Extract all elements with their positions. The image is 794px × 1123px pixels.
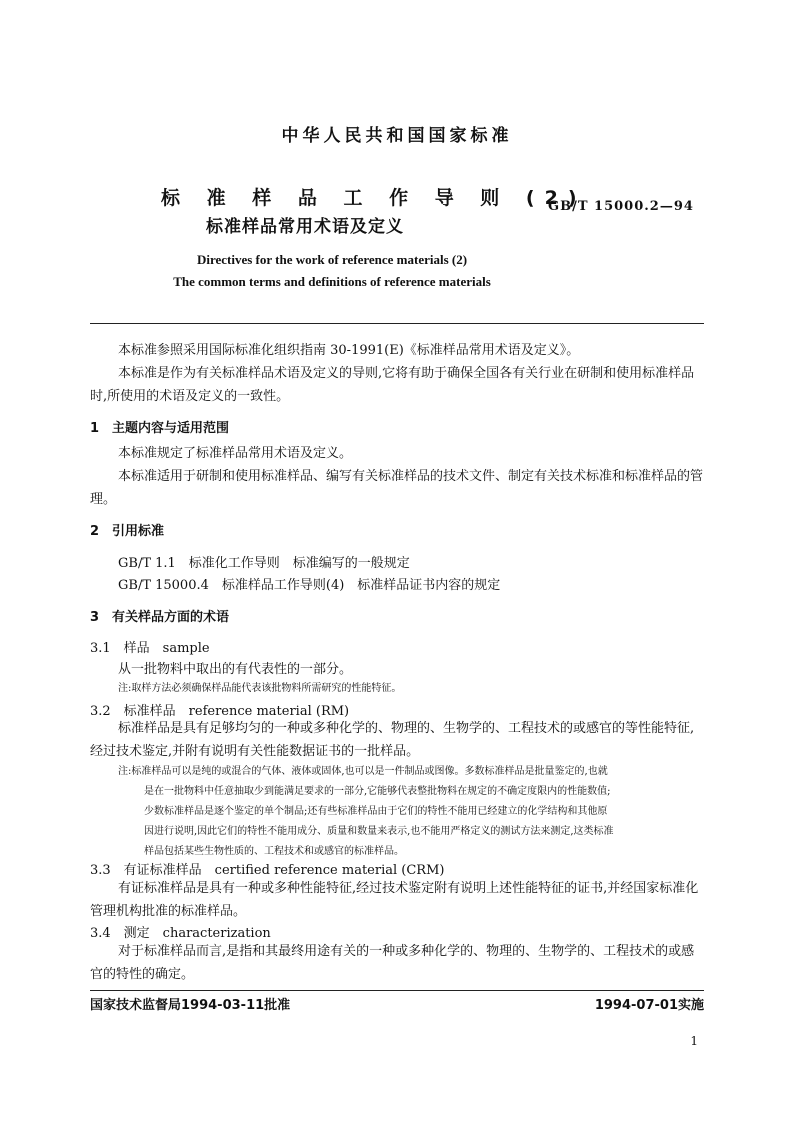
term-3-2-note-line: 样品包括某些生物性质的、工程技术和或感官的标准样品。	[144, 846, 404, 857]
reference-item: GB/T 15000.4 标准样品工作导则(4) 标准样品证书内容的规定	[118, 578, 501, 593]
english-title-line1: Directives for the work of reference materials (2)	[196, 252, 468, 267]
intro-paragraph-1: 本标准参照采用国际标准化组织指南 30-1991(E)《标准样品常用术语及定义》。	[118, 343, 580, 358]
section-2-heading: 2 引用标准	[90, 524, 165, 539]
term-3-1-definition: 从一批物料中取出的有代表性的一部分。	[118, 662, 353, 677]
section-1-heading: 1 主题内容与适用范围	[90, 421, 230, 436]
term-3-3-definition: 有证标准样品是具有一种或多种性能特征,经过技术鉴定附有说明上述性能特征的证书,并经国家标准化管理机构批准的标准样品。	[90, 881, 699, 919]
effective-date: 1994-07-01实施	[594, 998, 704, 1013]
term-3-2-note	[118, 762, 704, 862]
term-3-4-heading: 3.4 测定 characterization	[90, 926, 271, 941]
document-title: 标 准 样 品 工 作 导 则 (2)	[161, 187, 587, 209]
approval-date: 国家技术监督局1994-03-11批准	[90, 998, 291, 1013]
term-3-4-definition: 对于标准样品而言,是指和其最终用途有关的一种或多种化学的、物理的、生物学的、工程技术的或感官的特性的确定。	[90, 944, 695, 982]
section-3-heading: 3 有关样品方面的术语	[90, 610, 230, 625]
term-3-2-note-line: 注:标准样品可以是纯的或混合的气体、液体或固体,也可以是一件制品或图像。多数标准样品是批量鉴定的,也就	[118, 766, 608, 777]
header-divider	[90, 323, 704, 324]
english-title-line2: The common terms and definitions of reference materials	[173, 274, 491, 289]
term-3-1-heading: 3.1 样品 sample	[90, 641, 210, 656]
footer-divider	[90, 990, 704, 991]
intro-paragraph-2: 本标准是作为有关标准样品术语及定义的导则,它将有助于确保全国各有关行业在研制和使用标准样品时,所使用的术语及定义的一致性。	[90, 366, 695, 404]
page-number: 1	[690, 1034, 698, 1048]
term-3-3-heading: 3.3 有证标准样品 certified reference material (CRM)	[90, 863, 445, 878]
term-3-2-note-line: 因进行说明,因此它们的特性不能用成分、质量和数量来表示,也不能用严格定义的测试方法来测定,这类标准	[144, 826, 614, 837]
section-1-paragraph-2: 本标准适用于研制和使用标准样品、编写有关标准样品的技术文件、制定有关技术标准和标准样品的管理。	[90, 469, 704, 507]
term-3-2-note-line: 是在一批物料中任意抽取少到能满足要求的一部分,它能够代表整批物料在规定的不确定度限内的性能数值;	[144, 786, 611, 797]
section-1-paragraph-1: 本标准规定了标准样品常用术语及定义。	[118, 446, 353, 461]
document-subtitle: 标准样品常用术语及定义	[206, 217, 404, 237]
term-3-2-note-line: 少数标准样品是逐个鉴定的单个制品;还有些标准样品由于它们的特性不能用已经建立的化学结构和其他原	[144, 806, 608, 817]
term-3-2-heading: 3.2 标准样品 reference material (RM)	[90, 704, 350, 719]
term-3-1-note: 注:取样方法必须确保样品能代表该批物料所需研究的性能特征。	[118, 683, 402, 694]
standard-type-heading: 中华人民共和国国家标准	[281, 126, 513, 146]
term-3-2-definition: 标准样品是具有足够均匀的一种或多种化学的、物理的、生物学的、工程技术的或感官的等性能特征,经过技术鉴定,并附有说明有关性能数据证书的一批样品。	[90, 721, 695, 759]
standard-number: GB/T 15000.2—94	[548, 199, 694, 214]
reference-item: GB/T 1.1 标准化工作导则 标准编写的一般规定	[118, 556, 410, 571]
